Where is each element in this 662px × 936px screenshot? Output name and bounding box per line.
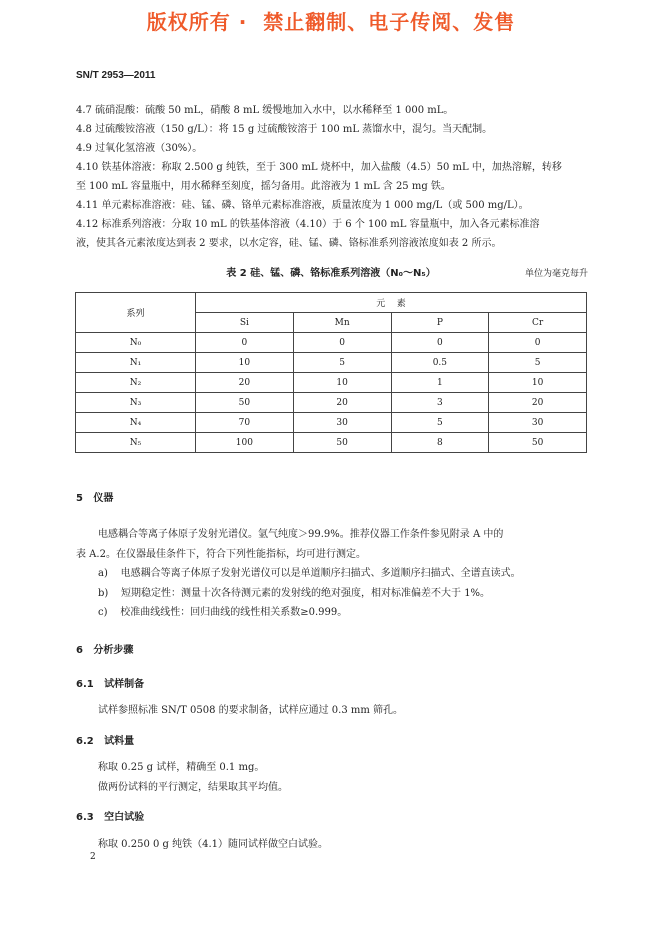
section-6-2-heading: 6.2 试料量 [76,736,135,747]
clause-4-9: 4.9 过氧化氢溶液（30%）。 [76,143,203,154]
clause-4-12: 4.12 标准系列溶液：分取 10 mL 的铁基体溶液（4.10）于 6 个 100 mL 容量瓶中，加入各元素标准溶 [76,219,540,230]
document-id: SN/T 2953—2011 [76,70,156,81]
table-cell: 50 [293,433,391,453]
copyright-banner: 版权所有 · 禁止翻制、电子传阅、发售 [146,10,516,34]
table-cell: 10 [293,373,391,393]
row-label: N₃ [76,393,196,413]
standard-series-table [75,292,587,453]
table-row [76,413,587,433]
table-row [76,333,587,353]
table-cell: 5 [391,413,489,433]
table-cell: 10 [196,353,294,373]
table-unit: 单位为毫克每升 [524,269,588,279]
table-cell: 30 [293,413,391,433]
table-cell: 100 [196,433,294,453]
table-cell: 0.5 [391,353,489,373]
item-b: b) 短期稳定性：测量十次各待测元素的发射线的绝对强度，相对标准偏差不大于 1%。 [98,588,491,599]
section-6-2-para-1: 称取 0.25 g 试样，精确至 0.1 mg。 [98,762,265,773]
element-header: 元 素 [196,293,587,313]
section-5-para: 电感耦合等离子体原子发射光谱仪。氩气纯度＞99.9%。推荐仪器工作条件参见附录 A 中的 [98,529,504,540]
table-row [76,373,587,393]
clause-4-12-cont: 液，使其各元素浓度达到表 2 要求，以水定容，硅、锰、磷、铬标准系列溶液浓度如表 2 所示。 [76,238,502,249]
section-6-1-heading: 6.1 试样制备 [76,679,145,690]
table-cell: 0 [391,333,489,353]
table-cell: 20 [489,393,587,413]
clause-4-8: 4.8 过硫酸铵溶液（150 g/L）：将 15 g 过硫酸铵溶于 100 mL 蒸馏水中，混匀。当天配制。 [76,124,493,135]
clause-4-10: 4.10 铁基体溶液：称取 2.500 g 纯铁，至于 300 mL 烧杯中，加入盐酸（4.5）50 mL 中，加热溶解，转移 [76,162,562,173]
clause-4-11: 4.11 单元素标准溶液：硅、锰、磷、铬单元素标准溶液，质量浓度为 1 000 mg/L（或 500 mg/L）。 [76,200,529,211]
table-cell: 30 [489,413,587,433]
table-cell: 20 [293,393,391,413]
page-number: 2 [90,852,96,862]
row-label: N₁ [76,353,196,373]
col-p: P [391,313,489,333]
clause-4-10-cont: 至 100 mL 容量瓶中，用水稀释至刻度，摇匀备用。此溶液为 1 mL 含 25 mg 铁。 [76,181,451,192]
section-6-1-para: 试样参照标准 SN/T 0508 的要求制备，试样应通过 0.3 mm 筛孔。 [98,705,404,716]
table-cell: 70 [196,413,294,433]
section-6-heading: 6 分析步骤 [76,645,134,656]
table-row [76,393,587,413]
row-label: N₂ [76,373,196,393]
series-header: 系列 [76,293,196,333]
table-cell: 3 [391,393,489,413]
col-mn: Mn [293,313,391,333]
table-cell: 20 [196,373,294,393]
item-a: a) 电感耦合等离子体原子发射光谱仪可以是单道顺序扫描式、多道顺序扫描式、全谱直读式。 [98,568,521,579]
col-cr: Cr [489,313,587,333]
table-caption: 表 2 硅、锰、磷、铬标准系列溶液（N₀～N₅） [226,268,436,279]
table-cell: 10 [489,373,587,393]
table-row [76,353,587,373]
table-cell: 50 [489,433,587,453]
table-cell: 0 [293,333,391,353]
section-5-heading: 5 仪器 [76,493,114,504]
section-5-para-cont: 表 A.2。在仪器最佳条件下，符合下列性能指标，均可进行测定。 [76,549,366,560]
table-cell: 1 [391,373,489,393]
table-cell: 8 [391,433,489,453]
row-label: N₅ [76,433,196,453]
section-6-3-para: 称取 0.250 0 g 纯铁（4.1）随同试样做空白试验。 [98,839,329,850]
clause-4-7: 4.7 硫硝混酸：硫酸 50 mL，硝酸 8 mL 缓慢地加入水中，以水稀释至 1 000 mL。 [76,105,454,116]
table-cell: 0 [196,333,294,353]
table-cell: 0 [489,333,587,353]
table-cell: 50 [196,393,294,413]
row-label: N₀ [76,333,196,353]
col-si: Si [196,313,294,333]
section-6-3-heading: 6.3 空白试验 [76,812,145,823]
table-cell: 5 [293,353,391,373]
item-c: c) 校准曲线线性：回归曲线的线性相关系数≥0.999。 [98,607,348,618]
section-6-2-para-2: 做两份试料的平行测定，结果取其平均值。 [98,782,288,793]
row-label: N₄ [76,413,196,433]
table-row [76,433,587,453]
table-cell: 5 [489,353,587,373]
